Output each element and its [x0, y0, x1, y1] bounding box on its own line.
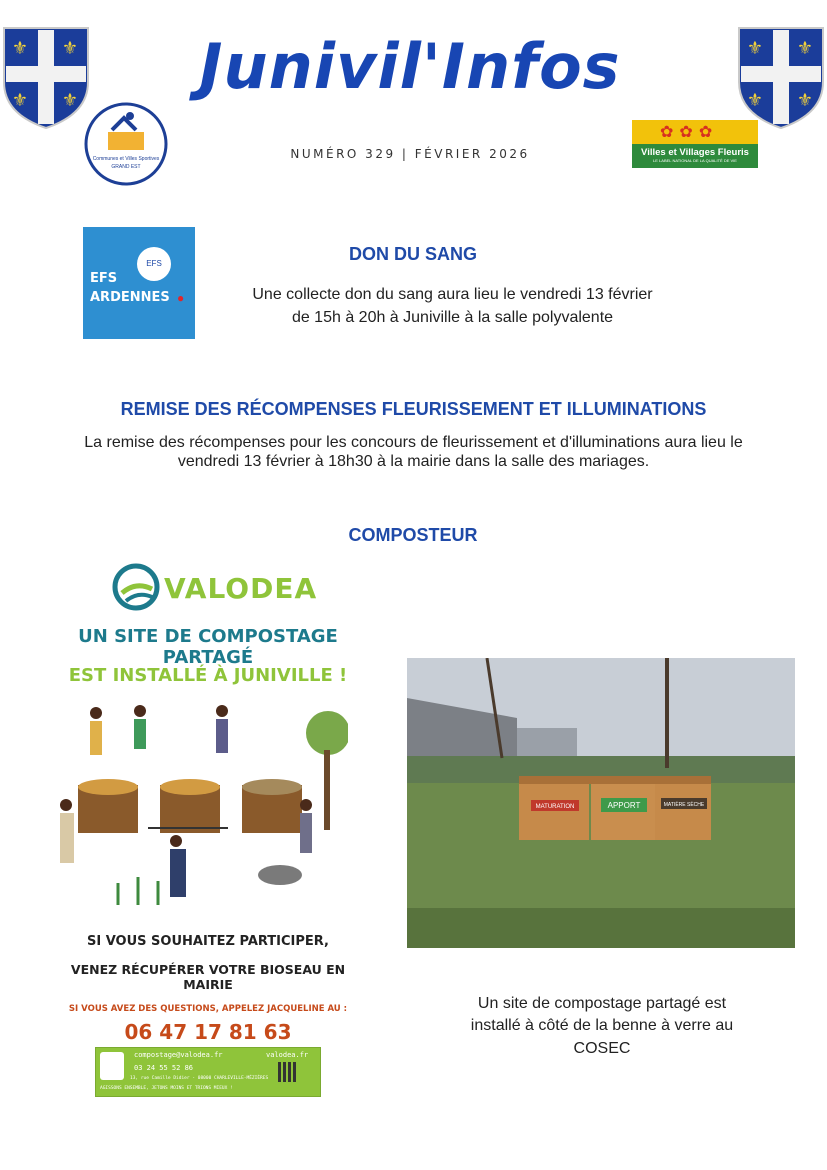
- svg-text:⚜: ⚜: [11, 90, 29, 110]
- bin-label-maturation: MATURATION: [535, 804, 575, 810]
- flower-icons: ✿✿✿: [660, 124, 719, 141]
- contact-web: valodea.fr: [266, 1051, 309, 1059]
- bin-label-matiere: MATIÈRE SÈCHE: [663, 802, 705, 808]
- contact-email: compostage@valodea.fr: [134, 1051, 223, 1059]
- valodea-small-logo-icon: [100, 1052, 124, 1080]
- valodea-logo-icon: [112, 563, 160, 616]
- svg-text:⚜: ⚜: [746, 38, 764, 58]
- sport-city-logo: [84, 102, 168, 186]
- poster-cta-2: VENEZ RÉCUPÉRER VOTRE BIOSEAU EN MAIRIE: [70, 962, 346, 992]
- contact-address: 13, rue Camille Didier - 08000 CHARLEVILLE-MÉZIÈRES: [130, 1076, 269, 1081]
- remise-line1: La remise des récompenses pour les concours de fleurissement et d'illuminations aura lieu le: [84, 434, 743, 451]
- fleuris-subtitle: LE LABEL NATIONAL DE LA QUALITÉ DE VIE: [653, 158, 737, 163]
- poster-cta-1: SI VOUS SOUHAITEZ PARTICIPER,: [86, 934, 329, 949]
- svg-text:⚜: ⚜: [796, 38, 814, 58]
- svg-text:⚜: ⚜: [61, 90, 79, 110]
- don-du-sang-line1: Une collecte don du sang aura lieu le vendredi 13 février: [252, 286, 653, 303]
- efs-ardennes-logo: [83, 227, 195, 339]
- left-crest: [0, 22, 92, 137]
- valodea-contact-strip: [95, 1047, 321, 1097]
- don-du-sang-heading: DON DU SANG: [348, 244, 477, 264]
- issue-number: NUMÉRO 329 | FÉVRIER 2026: [290, 147, 530, 161]
- svg-text:⚜: ⚜: [61, 38, 79, 58]
- fleuris-green-band: [632, 144, 758, 168]
- valodea-brand: VALODEA: [164, 572, 318, 605]
- bin-label-apport: APPORT: [607, 801, 641, 810]
- don-du-sang-line2: de 15h à 20h à Juniville à la salle polyvalente: [291, 309, 614, 326]
- remise-line2: vendredi 13 février à 18h30 à la mairie dans la salle des mariages.: [177, 453, 650, 470]
- qr-code-icon: [278, 1062, 298, 1082]
- sport-logo-text-1: Communes et Villes Sportives: [92, 156, 160, 162]
- efs-logo-line2: ARDENNES: [90, 290, 170, 305]
- contact-phone: 03 24 55 52 86: [134, 1064, 194, 1072]
- poster-title-1: UN SITE DE COMPOSTAGE PARTAGÉ: [78, 626, 338, 668]
- remise-heading: REMISE DES RÉCOMPENSES FLEURISSEMENT ET ILLUMINATIONS: [120, 399, 707, 419]
- photo-caption-1: Un site de compostage partagé est: [477, 995, 727, 1012]
- fleuris-title: Villes et Villages Fleuris: [641, 147, 749, 158]
- poster-title-2: EST INSTALLÉ À JUNIVILLE !: [68, 665, 348, 686]
- photo-caption-2: installé à côté de la benne à verre au: [470, 1017, 734, 1034]
- composting-illustration: [48, 705, 348, 920]
- svg-text:⚜: ⚜: [796, 90, 814, 110]
- jacqueline-phone: 06 47 17 81 63: [124, 1020, 292, 1044]
- villes-fleuris-logo: [632, 120, 758, 168]
- svg-text:⚜: ⚜: [11, 38, 29, 58]
- svg-text:⚜: ⚜: [746, 90, 764, 110]
- composteur-heading: COMPOSTEUR: [348, 525, 478, 545]
- efs-logo-line1: EFS: [90, 271, 118, 286]
- composter-photo: [407, 658, 795, 948]
- efs-badge: EFS: [137, 247, 171, 281]
- newsletter-title: Junivil'Infos: [199, 30, 621, 103]
- contact-slogan: AGISSONS ENSEMBLE, JETONS MOINS ET TRIONS MIEUX !: [100, 1086, 233, 1091]
- sport-logo-text-2: GRAND EST: [111, 164, 141, 170]
- blood-drop-icon: ●: [177, 291, 185, 305]
- photo-caption-3: COSEC: [573, 1040, 631, 1057]
- poster-question: SI VOUS AVEZ DES QUESTIONS, APPELEZ JACQUELINE AU :: [68, 1004, 348, 1014]
